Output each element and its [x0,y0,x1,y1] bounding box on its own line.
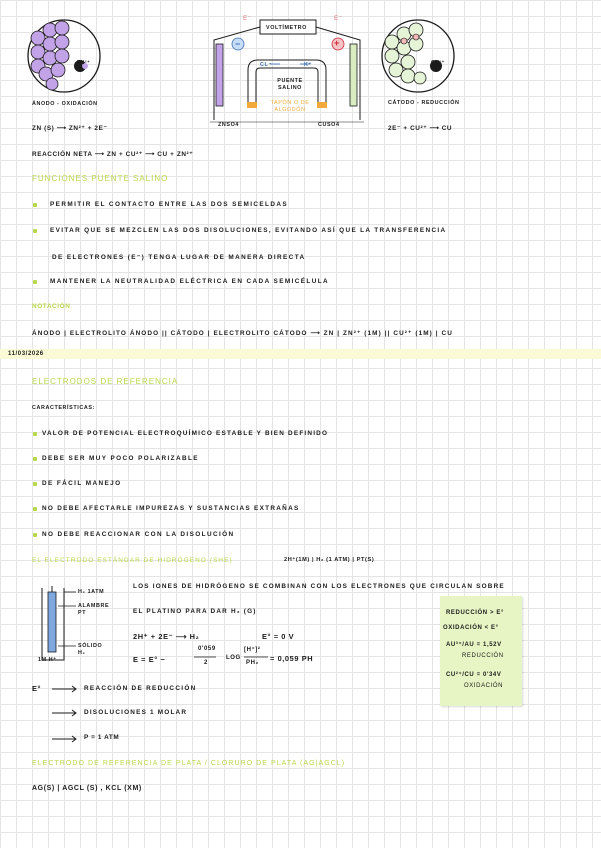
funciones-item-2-cont: DE ELECTRONES (E⁻) TENGA LUGAR DE MANERA DIRECTA [52,254,306,261]
electrodos-item-3: DE FÁCIL MANEJO [42,480,122,487]
she-description-1: LOS IONES DE HIDRÓGENO SE COMBINAN CON LOS ELECTRONES QUE CIRCULAN SOBRE [133,583,505,590]
arrow-icon [52,736,78,742]
she-equation-1: 2H⁺ + 2E⁻ ⟶ H₂ [133,632,200,641]
condition-2: DISOLUCIONES 1 MOLAR [84,709,188,716]
electron-label-right: E⁻ [334,15,343,22]
e0-label: E° [32,684,42,693]
cathode-label: CÁTODO - REDUCCIÓN [388,100,460,106]
bullet-dot [33,482,37,486]
caracteristicas-label: CARACTERÍSTICAS: [32,405,95,411]
condition-1: REACCIÓN DE REDUCCIÓN [84,685,197,692]
bullet-dot [33,203,37,207]
plata-heading: ELECTRODO DE REFERENCIA DE PLATA / CLORURO DE PLATA (AG|AGCL) [32,760,346,767]
date-highlight [0,349,601,359]
cathode-reaction: 2E⁻ + CU²⁺ ⟶ CU [388,125,453,132]
funciones-heading: FUNCIONES PUENTE SALINO [32,174,169,183]
electrodos-item-5: NO DEBE REACCIONAR CON LA DISOLUCIÓN [42,531,235,538]
electrodos-item-1: VALOR DE POTENCIAL ELECTROQUÍMICO ESTABLE Y BIEN DEFINIDO [42,430,329,437]
sticky-note [440,596,522,706]
condition-3: P = 1 ATM [84,734,120,741]
electrodos-item-4: NO DEBE AFECTARLE IMPUREZAS Y SUSTANCIAS EXTRAÑAS [42,505,300,512]
funciones-item-1: PERMITIR EL CONTACTO ENTRE LAS DOS SEMICELDAS [50,201,289,208]
she-heading: EL ELECTRODO ESTÁNDAR DE HIDRÓGENO (SHE) [32,557,233,564]
nernst-log: LOG [226,655,241,661]
anode-label: ÁNODO - OXIDACIÓN [32,101,98,107]
salt-bridge-label: PUENTE SALINO [277,78,303,91]
bullet-dot [33,432,37,436]
she-alambre-label: ALAMBRE PT [78,603,110,616]
sticky-line-6: OXIDACIÓN [464,683,504,689]
net-reaction: REACCIÓN NETA ⟶ ZN + CU²⁺ ⟶ CU + ZN²⁺ [32,151,194,158]
nernst-left: E = E° − [133,655,166,664]
sticky-line-1: REDUCCIÓN > E° [446,610,504,616]
anode-reaction: ZN (S) ⟶ ZN²⁺ + 2E⁻ [32,125,108,132]
minus-sign: − [235,39,241,49]
date-label: 11/03/2026 [8,351,44,357]
copper-ion-right: CU²⁺ [431,60,445,66]
sticky-line-4: REDUCCIÓN [462,653,504,659]
she-h2-label: H₂ 1ATM [78,589,105,595]
nernst-frac-den: PH₂ [246,660,259,666]
bullet-dot [33,507,37,511]
funciones-item-3: MANTENER LA NEUTRALIDAD ELÉCTRICA EN CADA SEMICÉLULA [50,278,330,285]
sticky-line-2: OXIDACIÓN < E° [443,625,499,631]
electrodos-item-2: DEBE SER MUY POCO POLARIZABLE [42,455,199,462]
she-solido-label: SÓLIDO H₂ [78,643,103,656]
nernst-frac-num: [H⁺]² [244,647,261,653]
cuso4-label: CUSO4 [318,122,340,128]
znso4-label: ZNSO4 [218,122,239,128]
notacion-heading: NOTACIÓN [32,303,71,310]
she-equation-1-potential: E° = 0 V [262,632,295,641]
arrow-icon [52,710,78,716]
cotton-plug-label: TAPÓN O DE ALGODÓN [270,100,310,113]
arrow-icon [52,686,78,692]
she-description-2: EL PLATINO PARA DAR H₂ (G) [133,608,257,615]
anode-particle-diagram [24,16,104,96]
plata-notation: AG(S) | AGCL (S) , KCL (XM) [32,785,142,792]
notacion-text: ÁNODO | ELECTROLITO ÁNODO || CÁTODO | ELECTROLITO CÁTODO ⟶ ZN | ZN²⁺ (1M) || CU²⁺ (1M) | CU [32,330,453,337]
fraction-bars [194,656,274,660]
bullet-dot [33,533,37,537]
she-notation: 2H⁺(1M) | H₂ (1 ATM) | PT(S) [284,557,375,563]
nernst-coef-den: 2 [204,660,208,666]
zinc-ion-left: ZN²⁺ [77,60,91,66]
voltimeter-label: VOLTÍMETRO [266,25,307,31]
sticky-line-3: AU³⁺/AU = 1,52V [446,642,502,648]
funciones-item-2: EVITAR QUE SE MEZCLEN LAS DOS DISOLUCIONES, EVITANDO ASÍ QUE LA TRANSFERENCIA [50,227,447,234]
cathode-particle-diagram [378,16,458,96]
nernst-right: = 0,059 PH [270,654,314,663]
chloride-ion: CL⁻ [260,62,272,68]
bullet-dot [33,457,37,461]
bullet-dot [33,229,37,233]
she-1m-label: 1M H⁺ [38,657,57,663]
potassium-ion: K⁺ [304,62,312,68]
sticky-line-5: CU²⁺/CU = 0'34V [446,672,502,678]
plus-sign: + [334,38,340,48]
nernst-coef-num: 0'059 [198,646,216,652]
electrodos-heading: ELECTRODOS DE REFERENCIA [32,377,179,386]
electron-label-left: E⁻ [243,15,252,22]
bullet-dot [33,280,37,284]
